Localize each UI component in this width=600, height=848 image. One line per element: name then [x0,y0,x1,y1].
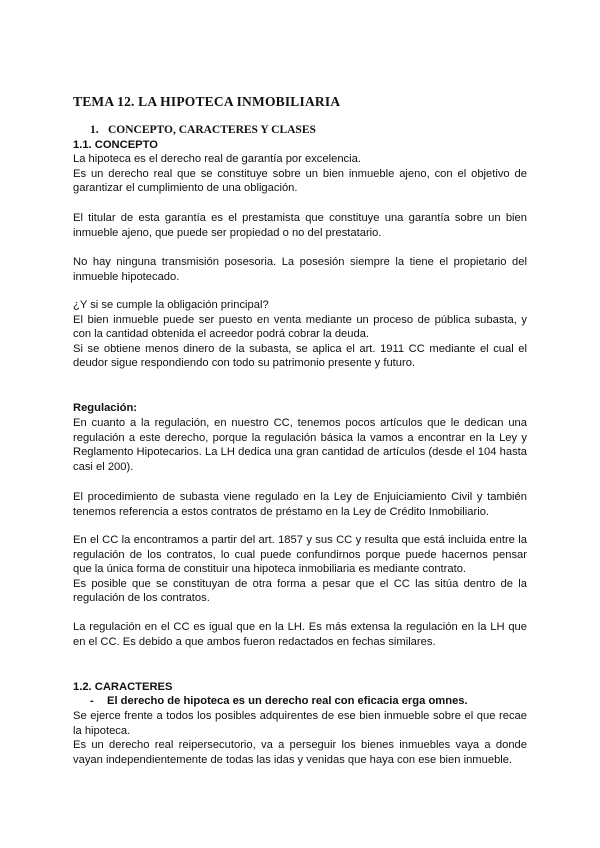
paragraph-posesion: No hay ninguna transmisión posesoria. La posesión siempre la tiene el propietario del inmueble hipotecado. [73,256,527,283]
paragraph-regulacion-lh: La regulación en el CC es igual que en la LH. Es más extensa la regulación en la LH que en el CC. Es debido a que ambos fueron redactados en fechas similares. [73,621,527,648]
subsection-heading-concepto: 1.1. CONCEPTO [73,139,158,151]
section-title: CONCEPTO, CARACTERES Y CLASES [108,124,316,136]
paragraph-caracteres: Se ejerce frente a todos los posibles adquirentes de ese bien inmueble sobre el que recae la hipoteca. Es un derecho real reipersecutorio, va a perseguir los bienes inmuebles vaya a donde vayan independientemente de todas las idas y venidas que haya con ese bien inmueble. [73,710,527,766]
paragraph-regulacion-intro: En cuanto a la regulación, en nuestro CC, tenemos pocos artículos que le dedican una regulación a este derecho, porque la regulación básica la vamos a encontrar en la Ley y Reglamento Hipotecarios. La LH dedica una gran cantidad de artículos (desde el 104 hasta casi el 200). [73,417,527,473]
bullet-text: El derecho de hipoteca es un derecho real con eficacia erga omnes. [107,695,468,707]
paragraph-regulacion-cc: En el CC la encontramos a partir del art. 1857 y sus CC y resulta que está incluida entre la regulación de los contratos, lo cual puede confundirnos porque puede hacernos pensar que la única forma de constituir una hipoteca inmobiliaria es mediante contrato. Es posible que se constituyan de otra forma a pesar que el CC las sitúa dentro de la regulación de los contratos. [73,534,527,605]
subsection-heading-caracteres: 1.2. CARACTERES [73,681,173,693]
paragraph-subasta: El procedimiento de subasta viene regulado en la Ley de Enjuiciamiento Civil y también tenemos referencia a estos contratos de préstamo en la Ley de Crédito Inmobiliario. [73,491,527,518]
bullet-marker: - [90,695,94,707]
paragraph-obligacion: ¿Y si se cumple la obligación principal? El bien inmueble puede ser puesto en venta mediante un proceso de pública subasta, y con la cantidad obtenida el acreedor podrá cobrar la deuda. Si se obtiene menos dinero de la subasta, se aplica el art. 1911 CC mediante el cual el deudor sigue respondiendo con todo su patrimonio presente y futuro. [73,299,527,370]
paragraph-definition: La hipoteca es el derecho real de garantía por excelencia. Es un derecho real que se constituye sobre un bien inmueble ajeno, con el objetivo de garantizar el cumplimiento de una obligación. [73,153,527,195]
section-heading [90,123,316,138]
document-title: TEMA 12. LA HIPOTECA INMOBILIARIA [73,94,341,109]
bullet-item [90,694,468,709]
regulacion-heading: Regulación: [73,402,138,414]
paragraph-titular: El titular de esta garantía es el prestamista que constituye una garantía sobre un bien inmueble ajeno, que puede ser propiedad o no del prestatario. [73,212,527,239]
section-number: 1. [90,124,99,136]
